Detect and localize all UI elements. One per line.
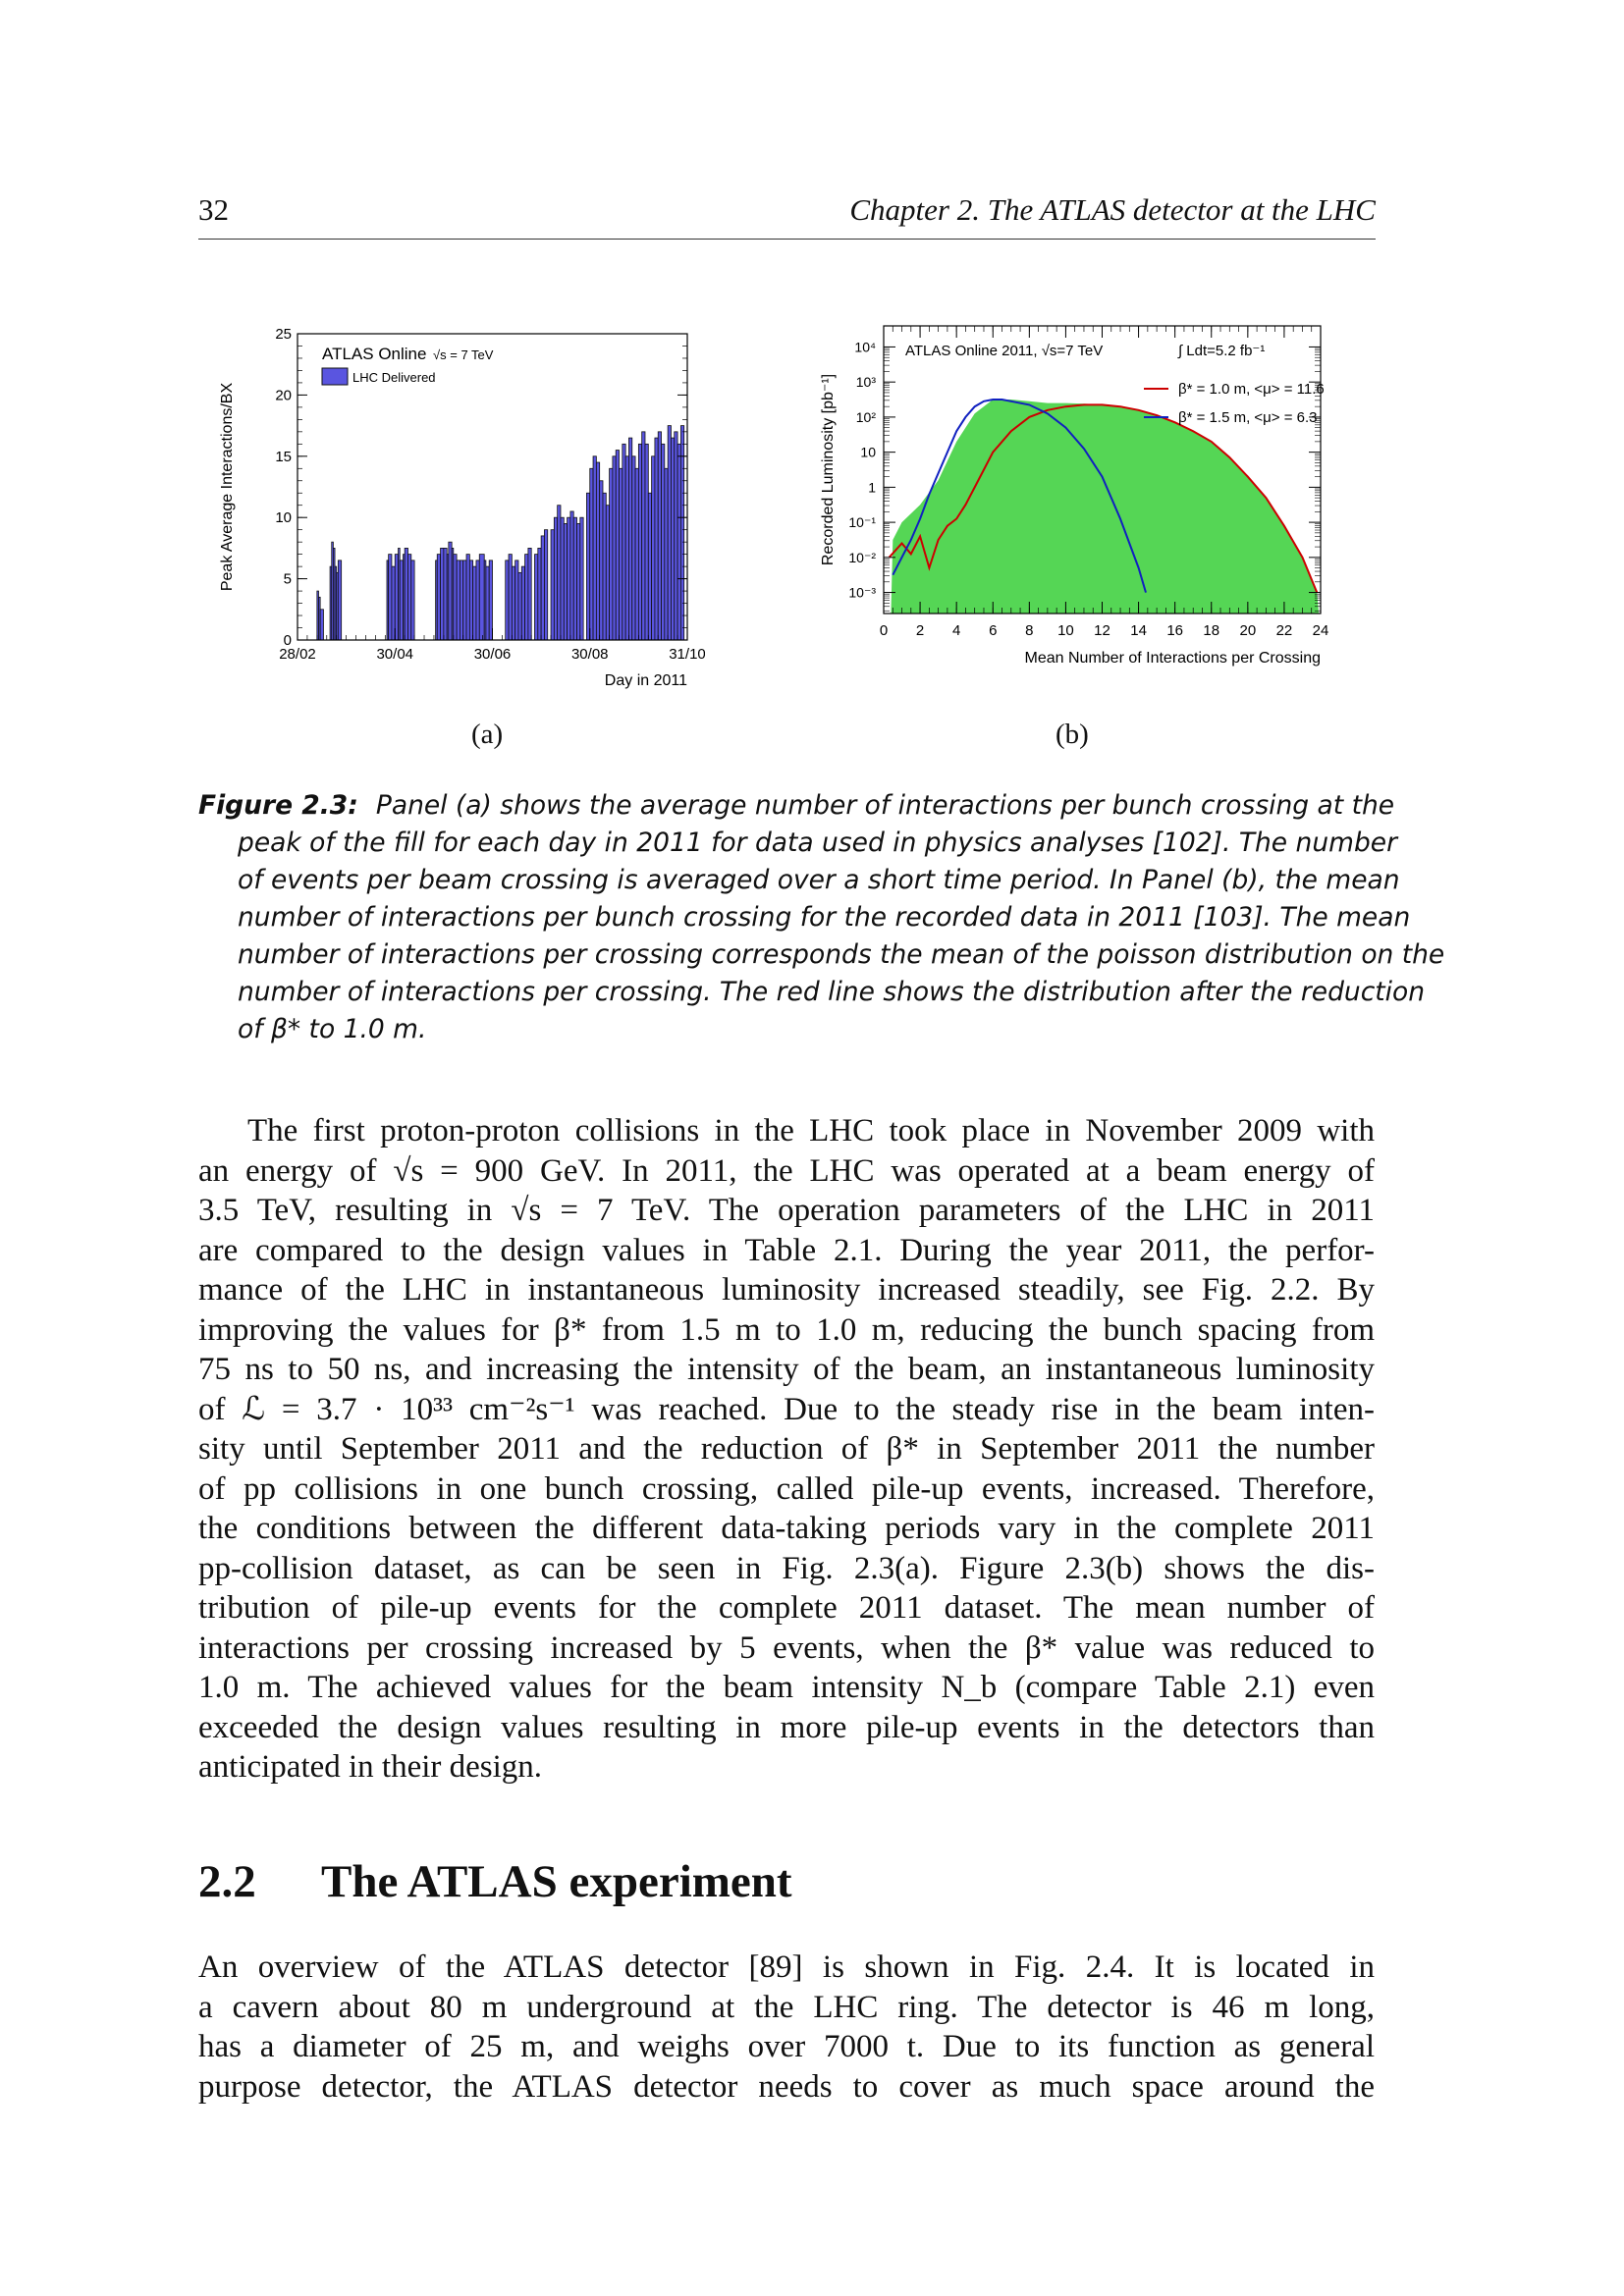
bar [668, 426, 671, 640]
bar [596, 462, 599, 640]
bar [515, 561, 518, 640]
figure-panel-a [214, 314, 705, 707]
bar [521, 566, 524, 640]
legend-label: LHC Delivered [352, 370, 436, 385]
x-tick-label: 2 [915, 622, 925, 639]
bar [625, 456, 628, 640]
x-tick-label: 12 [1094, 622, 1110, 639]
section-heading [198, 1855, 792, 1908]
x-tick-label: 30/04 [376, 646, 414, 663]
bar [632, 456, 635, 640]
bar [580, 517, 583, 640]
bar [554, 517, 557, 640]
bar [535, 555, 538, 640]
bar [638, 444, 641, 640]
bar [400, 561, 403, 640]
bar [405, 548, 407, 640]
bar [512, 566, 514, 640]
x-tick-label: 30/06 [473, 646, 512, 663]
x-tick-label: 16 [1166, 622, 1184, 639]
bar [395, 555, 398, 640]
para2-line: a cavern about 80 m underground at the LHC ring. The detector is 46 m long, [198, 1989, 1375, 2025]
y-tick-label: 10³ [855, 374, 876, 391]
chart-annotation: √s = 7 TeV [433, 347, 494, 362]
bar [635, 468, 638, 640]
para1-line[interactable]: 1.0 m. The achieved values for the beam intensity N_b (compare Table 2.1) even [198, 1670, 1375, 1705]
bar [648, 493, 651, 640]
y-tick-label: 10² [855, 408, 876, 425]
bar [590, 468, 593, 640]
x-tick-label: 20 [1239, 622, 1257, 639]
bar [577, 523, 580, 640]
bar [441, 548, 444, 640]
para1-line: improving the values for β* from 1.5 m to 1.0 m, reducing the bunch spacing from [198, 1311, 1375, 1348]
bar [558, 506, 561, 640]
subfigure-label-b: (b) [1056, 719, 1089, 750]
caption-line-0 [198, 787, 1395, 825]
caption-line-5: number of interactions per crossing. The red line shows the distribution after the reduction [238, 977, 1426, 1007]
caption-line-6: of β* to 1.0 m. [238, 1014, 427, 1044]
bar [645, 444, 648, 640]
x-tick-label: 28/02 [279, 646, 316, 663]
caption-line-1: peak of the fill for each day in 2011 for data used in physics analyses [102]. The number [238, 828, 1397, 858]
bar [613, 456, 616, 640]
bar [623, 444, 625, 640]
para2-line: purpose detector, the ATLAS detector needs to cover as much space around the [198, 2068, 1375, 2105]
bar [486, 566, 489, 640]
bar [586, 493, 589, 640]
y-tick-label: 20 [275, 387, 292, 404]
bar [466, 555, 469, 640]
legend-label-red: β* = 1.0 m, <μ> = 11.6 [1178, 381, 1325, 398]
bar [620, 468, 623, 640]
bar [570, 511, 573, 640]
y-axis-label: Recorded Luminosity [pb⁻¹] [820, 373, 837, 566]
bar [407, 555, 410, 640]
bar [603, 493, 606, 640]
para1-line: sity until September 2011 and the reduction of β* in September 2011 the number [198, 1431, 1375, 1467]
x-tick-label: 24 [1312, 622, 1329, 639]
bar [593, 456, 596, 640]
chart-title: ATLAS Online [322, 345, 427, 363]
para1-line: The first proton-proton collisions in the LHC took place in November 2009 with [247, 1113, 1375, 1148]
paragraph-atlas-overview [198, 1948, 1375, 2107]
bar [658, 432, 661, 640]
y-tick-label: 10⁻³ [848, 584, 876, 601]
bar [489, 561, 492, 640]
legend-swatch [322, 368, 348, 385]
chart-a [214, 314, 705, 707]
page-number: 32 [198, 192, 229, 227]
para1-line: interactions per crossing increased by 5 events, when the β* value was reduced to [198, 1629, 1375, 1666]
bar [628, 438, 631, 640]
x-axis-label: Day in 2011 [604, 672, 687, 689]
bar [538, 548, 541, 640]
x-tick-label: 22 [1275, 622, 1293, 639]
para1-line: of pp collisions in one bunch crossing, called pile-up events, increased. Therefore, [198, 1470, 1375, 1507]
legend-label-blue: β* = 1.5 m, <μ> = 6.3 [1178, 409, 1318, 426]
bar [655, 438, 658, 640]
bar [320, 610, 323, 640]
para1-line: an energy of √s = 900 GeV. In 2011, the LHC was operated at a beam energy of [198, 1152, 1375, 1189]
bar [463, 561, 466, 640]
bar [411, 561, 414, 640]
subfigure-label-a: (a) [471, 719, 504, 750]
bar [568, 517, 570, 640]
y-tick-label: 10⁴ [854, 339, 876, 355]
bar [457, 561, 460, 640]
bar [642, 432, 645, 640]
para1-line[interactable]: are compared to the design values in Table 2.1. During the year 2011, the perfor- [198, 1232, 1375, 1268]
bar [528, 548, 531, 640]
bar [610, 468, 613, 640]
para1-line: the conditions between the different data-taking periods vary in the complete 2011 [198, 1511, 1375, 1546]
bar [680, 426, 683, 640]
x-tick-label: 0 [879, 622, 889, 639]
y-tick-label: 25 [275, 326, 292, 343]
area-recorded-luminosity [891, 400, 1319, 614]
x-tick-label: 4 [951, 622, 961, 639]
bar [606, 506, 609, 640]
y-tick-label: 5 [283, 570, 292, 588]
bar [544, 530, 547, 640]
figure-panel-b [815, 314, 1345, 707]
bar [476, 561, 479, 640]
bar [675, 432, 677, 640]
bar [449, 542, 452, 640]
paragraph-pileup [198, 1111, 1375, 1788]
para2-line: has a diameter of 25 m, and weighs over 7000 t. Due to its function as general [198, 2029, 1375, 2064]
para1-line[interactable]: pp-collision dataset, as can be seen in Fig. 2.3(a). Figure 2.3(b) shows the dis- [198, 1550, 1375, 1586]
bar [509, 555, 512, 640]
para1-line[interactable]: mance of the LHC in instantaneous luminosity increased steadily, see Fig. 2.2. By [198, 1272, 1375, 1308]
y-axis-label: Peak Average Interactions/BX [219, 382, 236, 592]
figure-caption [198, 787, 1445, 1048]
y-tick-label: 1 [868, 479, 876, 496]
para2-line[interactable]: An overview of the ATLAS detector [89] is shown in Fig. 2.4. It is located in [198, 1949, 1375, 1985]
x-tick-label: 10 [1057, 622, 1074, 639]
bar [652, 456, 655, 640]
bar [551, 530, 554, 640]
bar [444, 548, 447, 640]
para1-line: exceeded the design values resulting in more pile-up events in the detectors than [198, 1709, 1375, 1745]
bar [454, 555, 457, 640]
bar [616, 451, 619, 640]
caption-line-4: number of interactions per crossing corresponds the mean of the poisson distribution on the [238, 939, 1445, 970]
bar [469, 561, 472, 640]
chart-b [815, 314, 1345, 707]
x-tick-label: 6 [989, 622, 998, 639]
y-tick-label: 10 [860, 444, 876, 460]
para1-line: tribution of pile-up events for the complete 2011 dataset. The mean number of [198, 1590, 1375, 1626]
para1-line: 75 ns to 50 ns, and increasing the intensity of the beam, an instantaneous luminosity [198, 1352, 1375, 1387]
header-rule [198, 239, 1376, 240]
bar [437, 555, 440, 640]
bar [677, 444, 680, 640]
bar [473, 566, 476, 640]
y-tick-label: 0 [283, 632, 292, 649]
y-tick-label: 10⁻¹ [848, 514, 876, 531]
bar [671, 438, 674, 640]
bar [479, 555, 484, 640]
bar [506, 561, 509, 640]
caption-text-0: Panel (a) shows the average number of interactions per bunch crossing at the [375, 790, 1395, 821]
bar [541, 536, 544, 640]
bar [600, 481, 603, 640]
x-tick-label: 8 [1025, 622, 1034, 639]
para1-line: anticipated in their design. [198, 1749, 543, 1785]
para1-line: 3.5 TeV, resulting in √s = 7 TeV. The operation parameters of the LHC in 2011 [198, 1193, 1375, 1228]
caption-label: Figure 2.3: [198, 790, 358, 821]
bar [665, 468, 668, 640]
running-header: Chapter 2. The ATLAS detector at the LHC [849, 192, 1376, 227]
x-tick-label: 31/10 [669, 646, 705, 663]
bar [573, 517, 576, 640]
bar [564, 523, 567, 640]
section-number: 2.2 [198, 1856, 256, 1907]
caption-line-3: number of interactions per bunch crossing for the recorded data in 2011 [103]. The mean [238, 902, 1411, 933]
section-title: The ATLAS experiment [321, 1856, 792, 1907]
chart-title: ATLAS Online 2011, √s=7 TeV [905, 343, 1104, 359]
y-tick-label: 10⁻² [848, 549, 876, 565]
x-tick-label: 14 [1130, 622, 1147, 639]
bar [662, 444, 665, 640]
y-tick-label: 15 [275, 448, 292, 465]
bar [525, 555, 528, 640]
chart-annotation: ∫ Ldt=5.2 fb⁻¹ [1178, 343, 1266, 359]
bar [561, 517, 564, 640]
x-tick-label: 18 [1203, 622, 1220, 639]
bar [338, 561, 341, 640]
x-axis-label: Mean Number of Interactions per Crossing [1024, 650, 1321, 667]
y-tick-label: 10 [275, 509, 292, 527]
bar [460, 561, 462, 640]
caption-line-2: of events per beam crossing is averaged over a short time period. In Panel (b), the mean [238, 865, 1400, 895]
x-tick-label: 30/08 [570, 646, 609, 663]
bar [389, 555, 392, 640]
bar [518, 572, 521, 640]
para1-line: of ℒ = 3.7 · 10³³ cm⁻²s⁻¹ was reached. Due to the steady rise in the beam inten- [198, 1391, 1375, 1427]
